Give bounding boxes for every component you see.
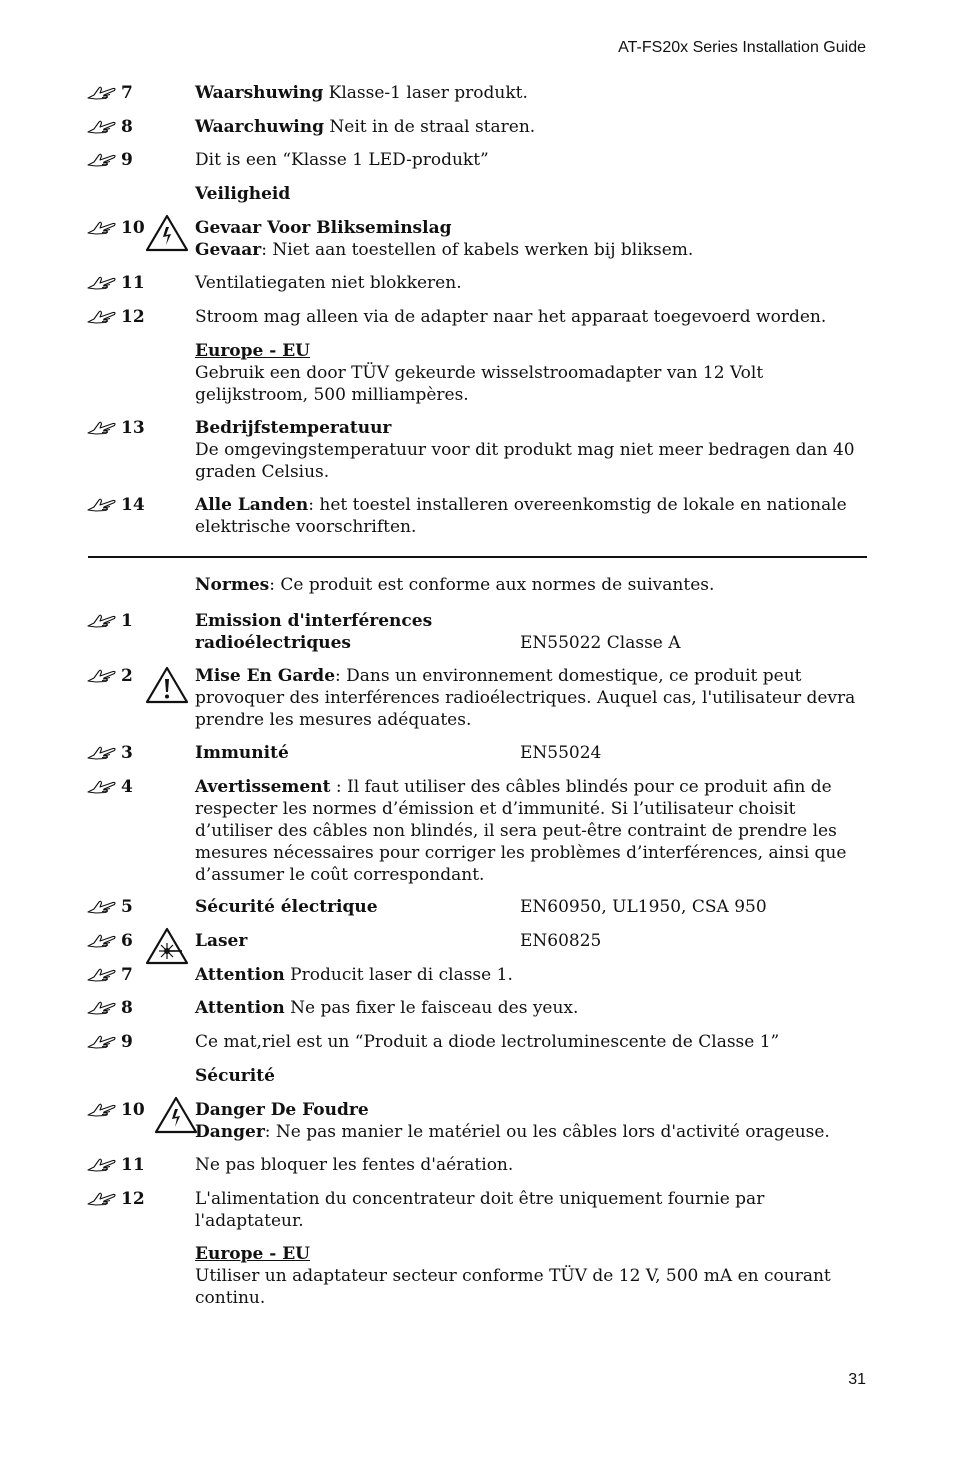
item-text: Dit is een “Klasse 1 LED-produkt” bbox=[195, 150, 489, 170]
item-number: 12 bbox=[121, 307, 145, 327]
caution-icon bbox=[144, 665, 190, 705]
item-title: Sécurité électrique bbox=[195, 897, 378, 917]
item-title: Gevaar Voor Blikseminslag bbox=[195, 218, 452, 238]
item-number: 8 bbox=[121, 998, 133, 1018]
pointing-hand-icon bbox=[86, 152, 117, 167]
item-text: Ne pas fixer le faisceau des yeux. bbox=[284, 998, 579, 1018]
item-text: Ne pas bloquer les fentes d'aération. bbox=[195, 1155, 514, 1175]
item-number: 12 bbox=[121, 1189, 145, 1209]
paragraph-line: d’assumer le coût correspondant. bbox=[195, 865, 485, 885]
pointing-hand-icon bbox=[86, 613, 117, 628]
intro-text: : Ce produit est conforme aux normes de suivantes. bbox=[269, 575, 715, 595]
item-title: Laser bbox=[195, 931, 248, 951]
pointing-hand-icon bbox=[86, 1000, 117, 1015]
pointing-hand-icon bbox=[86, 779, 117, 794]
item-label: Waarchuwing bbox=[195, 117, 325, 137]
item-label: Waarshuwing bbox=[195, 83, 324, 103]
item-number: 3 bbox=[121, 743, 133, 763]
paragraph-line: graden Celsius. bbox=[195, 462, 330, 482]
item-number: 7 bbox=[121, 83, 133, 103]
item-title: Emission d'interférences bbox=[195, 611, 433, 631]
section-heading: Veiligheid bbox=[195, 184, 291, 204]
item-text: : Il faut utiliser des câbles blindés pour ce produit afin de bbox=[330, 777, 832, 797]
pointing-hand-icon bbox=[86, 420, 117, 435]
paragraph-line: respecter les normes d’émission et d’immunité. Si l’utilisateur choisit bbox=[195, 799, 796, 819]
item-number: 9 bbox=[121, 150, 133, 170]
item-title: Immunité bbox=[195, 743, 289, 763]
item-label: Attention bbox=[195, 998, 285, 1018]
item-text: : Dans un environnement domestique, ce produit peut bbox=[335, 666, 802, 686]
item-text: Neit in de straal staren. bbox=[324, 117, 536, 137]
paragraph-line: continu. bbox=[195, 1288, 266, 1308]
laser-warning-icon bbox=[144, 926, 190, 966]
item-number: 11 bbox=[121, 273, 145, 293]
lightning-warning-icon bbox=[153, 1095, 199, 1135]
pointing-hand-icon bbox=[86, 309, 117, 324]
item-number: 13 bbox=[121, 418, 145, 438]
pointing-hand-icon bbox=[86, 497, 117, 512]
item-label: Mise En Garde bbox=[195, 666, 336, 686]
item-number: 7 bbox=[121, 965, 133, 985]
item-number: 5 bbox=[121, 897, 133, 917]
item-text: : het toestel installeren overeenkomstig de lokale en nationale bbox=[308, 495, 847, 515]
item-text: Klasse-1 laser produkt. bbox=[323, 83, 528, 103]
item-text: Stroom mag alleen via de adapter naar het apparaat toegevoerd worden. bbox=[195, 307, 827, 327]
paragraph-line: Gebruik een door TÜV gekeurde wisselstroomadapter van 12 Volt bbox=[195, 363, 764, 383]
paragraph-line: prendre les mesures adéquates. bbox=[195, 710, 472, 730]
item-label: Attention bbox=[195, 965, 285, 985]
standard-value: EN55024 bbox=[520, 743, 602, 763]
paragraph-line: L'alimentation du concentrateur doit être uniquement fournie par bbox=[195, 1189, 765, 1209]
subsection-heading: Europe - EU bbox=[195, 341, 310, 361]
section-heading: Sécurité bbox=[195, 1066, 275, 1086]
pointing-hand-icon bbox=[86, 275, 117, 290]
item-title: Danger De Foudre bbox=[195, 1100, 369, 1120]
item-label: Avertissement bbox=[195, 777, 331, 797]
paragraph-line: De omgevingstemperatuur voor dit produkt mag niet meer bedragen dan 40 bbox=[195, 440, 855, 460]
pointing-hand-icon bbox=[86, 668, 117, 683]
item-number: 9 bbox=[121, 1032, 133, 1052]
standard-value: EN55022 Classe A bbox=[520, 633, 681, 653]
item-number: 10 bbox=[121, 218, 145, 238]
paragraph-line: provoquer des interférences radioélectriques. Auquel cas, l'utilisateur devra bbox=[195, 688, 856, 708]
standard-value: EN60825 bbox=[520, 931, 602, 951]
standard-value: EN60950, UL1950, CSA 950 bbox=[520, 897, 767, 917]
pointing-hand-icon bbox=[86, 119, 117, 134]
item-number: 10 bbox=[121, 1100, 145, 1120]
item-text: : Niet aan toestellen of kabels werken bij bliksem. bbox=[261, 240, 694, 260]
pointing-hand-icon bbox=[86, 745, 117, 760]
pointing-hand-icon bbox=[86, 967, 117, 982]
item-number: 4 bbox=[121, 777, 133, 797]
lightning-warning-icon bbox=[144, 213, 190, 253]
item-text: Ce mat,riel est un “Produit a diode lectroluminescente de Classe 1” bbox=[195, 1032, 780, 1052]
pointing-hand-icon bbox=[86, 1157, 117, 1172]
item-label: Alle Landen bbox=[195, 495, 309, 515]
paragraph-line: mesures nécessaires pour corriger les problèmes d’interférences, ainsi que bbox=[195, 843, 847, 863]
pointing-hand-icon bbox=[86, 220, 117, 235]
running-header: AT-FS20x Series Installation Guide bbox=[618, 39, 866, 56]
paragraph-line: elektrische voorschriften. bbox=[195, 517, 417, 537]
paragraph-line: d’utiliser des câbles non blindés, il sera peut-être contraint de prendre les bbox=[195, 821, 837, 841]
item-label: Gevaar bbox=[195, 240, 262, 260]
item-number: 6 bbox=[121, 931, 133, 951]
item-number: 2 bbox=[121, 666, 133, 686]
item-text: Producit laser di classe 1. bbox=[284, 965, 513, 985]
pointing-hand-icon bbox=[86, 899, 117, 914]
item-title: Bedrijfstemperatuur bbox=[195, 418, 392, 438]
pointing-hand-icon bbox=[86, 85, 117, 100]
paragraph-line: gelijkstroom, 500 milliampères. bbox=[195, 385, 469, 405]
item-number: 1 bbox=[121, 611, 133, 631]
pointing-hand-icon bbox=[86, 933, 117, 948]
intro-label: Normes bbox=[195, 575, 270, 595]
item-text: Ventilatiegaten niet blokkeren. bbox=[195, 273, 462, 293]
item-number: 14 bbox=[121, 495, 145, 515]
page-number: 31 bbox=[848, 1371, 866, 1388]
item-number: 8 bbox=[121, 117, 133, 137]
item-text: : Ne pas manier le matériel ou les câbles lors d'activité orageuse. bbox=[264, 1122, 830, 1142]
paragraph-line: l'adaptateur. bbox=[195, 1211, 304, 1231]
pointing-hand-icon bbox=[86, 1102, 117, 1117]
pointing-hand-icon bbox=[86, 1034, 117, 1049]
item-number: 11 bbox=[121, 1155, 145, 1175]
paragraph-line: Utiliser un adaptateur secteur conforme TÜV de 12 V, 500 mA en courant bbox=[195, 1266, 831, 1286]
section-divider bbox=[88, 556, 867, 558]
subsection-heading: Europe - EU bbox=[195, 1244, 310, 1264]
pointing-hand-icon bbox=[86, 1191, 117, 1206]
item-label: Danger bbox=[195, 1122, 265, 1142]
item-title: radioélectriques bbox=[195, 633, 351, 653]
